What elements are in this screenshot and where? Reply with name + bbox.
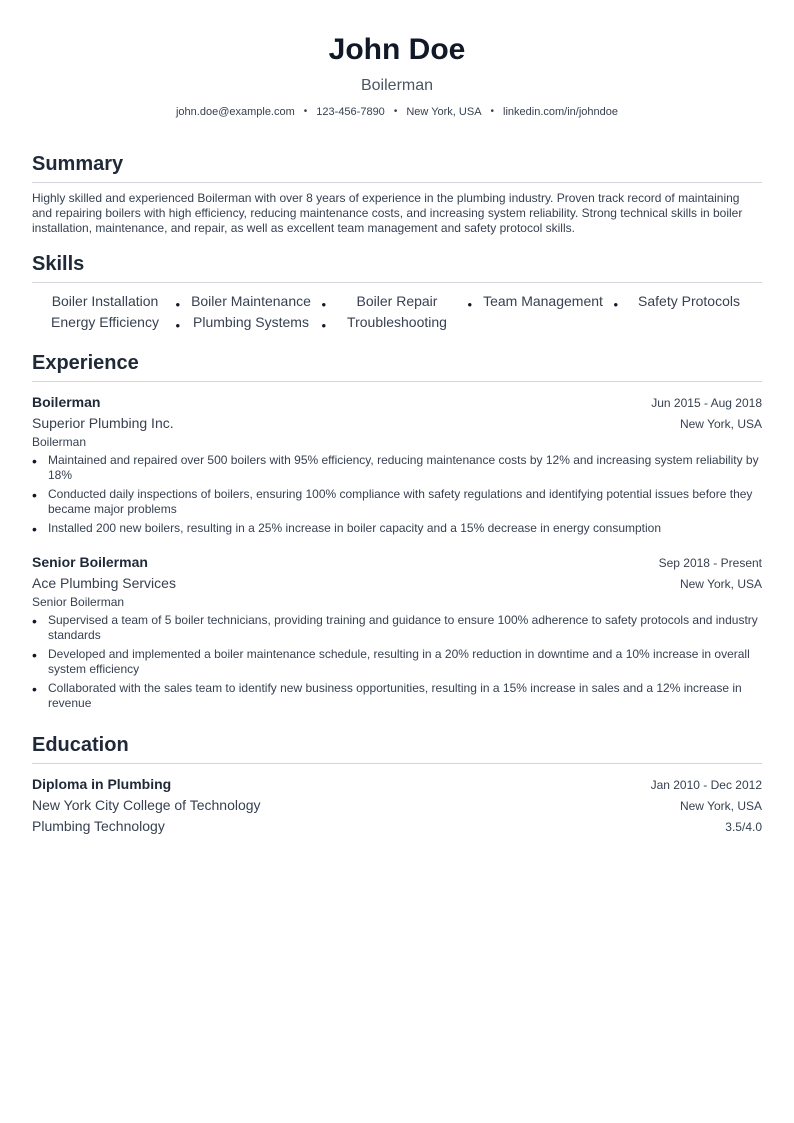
list-item: • Conducted daily inspections of boilers, ensuring 100% compliance with safety regulations and identifying potential issues before they became major problems xyxy=(32,487,762,517)
education-entry xyxy=(32,774,762,837)
experience-section xyxy=(32,351,762,711)
skill-item: Plumbing Systems • xyxy=(178,312,324,333)
job-role: Senior Boilerman xyxy=(32,595,125,609)
bullet-dot: • xyxy=(175,297,180,312)
contact-location: New York, USA xyxy=(406,106,482,118)
contact-separator: • xyxy=(303,106,308,117)
summary-text: Highly skilled and experienced Boilerman with over 8 years of experience in the plumbing industry. Proven track record of maintaining and repairing boilers with high efficiency, reducing maintenance costs, and increasing system reliability. Strong technical skills in boiler installation, maintenance, and repair, as well as excellent team management and safety protocol skills. xyxy=(32,191,743,235)
job-dates: Sep 2018 - Present xyxy=(658,556,762,570)
skill-item: Boiler Repair • xyxy=(324,291,470,312)
list-item: • Supervised a team of 5 boiler technicians, providing training and guidance to ensure 100% adherence to safety protocols and industry standards xyxy=(32,613,762,643)
candidate-title: Boilerman xyxy=(360,77,434,94)
job-entry xyxy=(32,392,762,536)
contact-phone[interactable]: 123-456-7890 xyxy=(316,106,385,118)
skill-item: Boiler Maintenance • xyxy=(178,291,324,312)
job-location: New York, USA xyxy=(679,417,762,431)
school-name: New York City College of Technology xyxy=(32,797,261,813)
job-entry xyxy=(32,552,762,711)
bullet-dot: • xyxy=(321,297,326,312)
skill-item: Energy Efficiency • xyxy=(32,312,178,333)
job-title: Senior Boilerman xyxy=(32,554,148,570)
education-heading: Education xyxy=(32,733,762,764)
skill-item: Troubleshooting xyxy=(347,314,447,330)
summary-heading: Summary xyxy=(32,152,762,183)
bullet-dot: • xyxy=(613,297,618,312)
list-item: • Collaborated with the sales team to identify new business opportunities, resulting in a 15% increase in sales and a 12% increase in revenue xyxy=(32,681,762,711)
skills-heading: Skills xyxy=(32,252,762,283)
job-title: Boilerman xyxy=(32,394,101,410)
list-item: • Developed and implemented a boiler maintenance schedule, resulting in a 20% reduction in downtime and a 10% increase in overall system efficiency xyxy=(32,647,762,677)
skill-item: Team Management • xyxy=(470,291,616,312)
contact-separator: • xyxy=(490,106,495,117)
contact-line xyxy=(32,105,762,119)
contact-separator: • xyxy=(393,106,398,117)
skill-item: Boiler Installation • xyxy=(32,291,178,312)
skill-item: Safety Protocols xyxy=(638,293,740,309)
contact-email[interactable]: john.doe@example.com xyxy=(175,106,295,118)
education-dates: Jan 2010 - Dec 2012 xyxy=(650,778,762,792)
job-bullets xyxy=(32,613,762,711)
summary-section xyxy=(32,152,762,236)
contact-linkedin[interactable]: linkedin.com/in/johndoe xyxy=(503,106,619,118)
job-company: Superior Plumbing Inc. xyxy=(32,415,174,431)
field-of-study: Plumbing Technology xyxy=(32,818,165,834)
job-bullets xyxy=(32,453,762,536)
skills-section xyxy=(32,252,762,333)
job-role: Boilerman xyxy=(32,435,87,449)
bullet-dot: • xyxy=(467,297,472,312)
experience-heading: Experience xyxy=(32,351,762,382)
job-location: New York, USA xyxy=(679,577,762,591)
resume-page xyxy=(32,0,762,837)
job-company: Ace Plumbing Services xyxy=(32,575,176,591)
degree: Diploma in Plumbing xyxy=(32,776,172,792)
education-section xyxy=(32,733,762,837)
skills-list xyxy=(32,291,762,333)
gpa: 3.5/4.0 xyxy=(725,820,762,834)
candidate-name: John Doe xyxy=(328,33,466,66)
list-item: • Installed 200 new boilers, resulting in a 25% increase in boiler capacity and a 15% decrease in energy consumption xyxy=(32,521,762,536)
school-location: New York, USA xyxy=(679,799,762,813)
list-item: • Maintained and repaired over 500 boilers with 95% efficiency, reducing maintenance costs by 12% and increasing system reliability by 18% xyxy=(32,453,762,483)
bullet-dot: • xyxy=(175,318,180,333)
bullet-dot: • xyxy=(321,318,326,333)
job-dates: Jun 2015 - Aug 2018 xyxy=(651,396,762,410)
